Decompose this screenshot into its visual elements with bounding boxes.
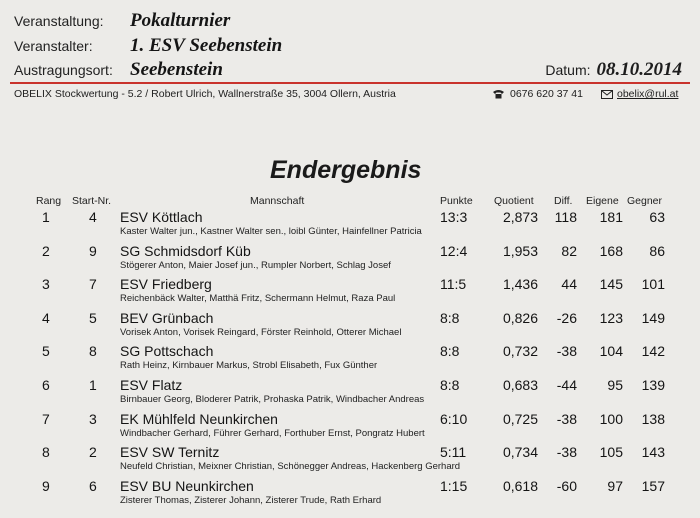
table-row	[0, 243, 700, 277]
col-rang: Rang	[36, 195, 62, 207]
team-players: Vorisek Anton, Vorisek Reingard, Förster Reinhold, Otterer Michael	[120, 326, 402, 338]
points-cell: 8:8	[440, 343, 460, 360]
rank-cell: 1	[42, 209, 50, 225]
difference-cell: -26	[556, 309, 577, 326]
start-number-cell: 8	[89, 343, 97, 360]
opponent-score-cell: 157	[641, 477, 665, 494]
team-name: ESV Flatz	[120, 377, 183, 393]
quotient-cell: 0,826	[502, 309, 538, 326]
organizer-name: 1. ESV Seebenstein	[130, 35, 283, 56]
table-row	[0, 310, 700, 344]
opponent-score-cell: 139	[641, 377, 665, 393]
phone-contact	[492, 88, 583, 100]
team-name: BEV Grünbach	[120, 309, 214, 326]
team-players: Windbacher Gerhard, Führer Gerhard, Forthuber Ernst, Pongratz Hubert	[120, 427, 425, 439]
own-score-cell: 105	[599, 444, 623, 461]
envelope-icon	[601, 90, 613, 99]
table-row	[0, 209, 700, 243]
telephone-icon	[492, 89, 505, 99]
col-diff: Diff.	[554, 195, 573, 207]
rank-cell: 7	[42, 410, 50, 427]
rank-cell: 2	[42, 242, 50, 259]
quotient-cell: 0,618	[502, 477, 538, 494]
venue-row	[14, 59, 223, 81]
difference-cell: -44	[556, 377, 577, 393]
points-cell: 11:5	[440, 276, 467, 293]
points-cell: 13:3	[440, 209, 468, 225]
team-name: EK Mühlfeld Neunkirchen	[120, 410, 278, 427]
software-info: OBELIX Stockwertung - 5.2 / Robert Ulrich, Wallnerstraße 35, 3004 Ollern, Austria	[14, 88, 396, 100]
col-start: Start-Nr.	[72, 195, 112, 207]
opponent-score-cell: 138	[641, 410, 665, 427]
difference-cell: 44	[561, 276, 577, 293]
points-cell: 1:15	[440, 477, 468, 494]
start-number-cell: 3	[89, 410, 97, 427]
rank-cell: 3	[42, 276, 50, 293]
table-row	[0, 411, 700, 445]
team-name: SG Pottschach	[120, 343, 214, 360]
quotient-cell: 0,683	[502, 377, 538, 393]
team-name: SG Schmidsdorf Küb	[120, 242, 251, 259]
date-block	[545, 59, 682, 81]
own-score-cell: 104	[599, 343, 623, 360]
team-name: ESV Köttlach	[120, 209, 203, 225]
rank-cell: 9	[42, 477, 50, 494]
col-team: Mannschaft	[250, 195, 305, 207]
own-score-cell: 97	[607, 477, 623, 494]
opponent-score-cell: 142	[641, 343, 665, 360]
opponent-score-cell: 63	[649, 209, 665, 225]
venue-name: Seebenstein	[130, 59, 223, 80]
quotient-cell: 0,725	[502, 410, 538, 427]
start-number-cell: 7	[89, 276, 97, 293]
page-title: Endergebnis	[270, 156, 422, 184]
col-points: Punkte	[440, 195, 473, 207]
start-number-cell: 5	[89, 309, 97, 326]
organizer-row	[14, 35, 282, 57]
own-score-cell: 168	[599, 242, 623, 259]
difference-cell: 82	[561, 242, 577, 259]
rank-cell: 5	[42, 343, 50, 360]
table-row	[0, 343, 700, 377]
quotient-cell: 2,873	[502, 209, 538, 225]
start-number-cell: 9	[89, 242, 97, 259]
opponent-score-cell: 101	[641, 276, 665, 293]
team-players: Zisterer Thomas, Zisterer Johann, Zisterer Trude, Rath Erhard	[120, 494, 382, 506]
col-own: Eigene	[586, 195, 619, 207]
points-cell: 6:10	[440, 410, 468, 427]
date-label: Datum:	[545, 62, 591, 78]
quotient-cell: 1,436	[502, 276, 538, 293]
own-score-cell: 123	[599, 309, 623, 326]
start-number-cell: 1	[89, 377, 97, 393]
table-row	[0, 478, 700, 512]
own-score-cell: 145	[599, 276, 623, 293]
start-number-cell: 6	[89, 477, 97, 494]
email-link[interactable]: obelix@rul.at	[617, 88, 679, 100]
rank-cell: 6	[42, 377, 50, 393]
rank-cell: 8	[42, 444, 50, 461]
points-cell: 8:8	[440, 309, 460, 326]
quotient-cell: 1,953	[502, 242, 538, 259]
points-cell: 8:8	[440, 377, 460, 393]
col-quotient: Quotient	[494, 195, 534, 207]
organizer-label: Veranstalter:	[14, 38, 93, 54]
date-value: 08.10.2014	[596, 59, 682, 80]
email-contact	[601, 88, 678, 100]
quotient-cell: 0,734	[502, 444, 538, 461]
difference-cell: -38	[556, 410, 577, 427]
team-players: Reichenbäck Walter, Matthä Fritz, Schermann Helmut, Raza Paul	[120, 293, 396, 305]
difference-cell: 118	[554, 209, 577, 225]
opponent-score-cell: 86	[649, 242, 665, 259]
team-players: Birnbauer Georg, Bloderer Patrik, Prohaska Patrik, Windbacher Andreas	[120, 394, 425, 405]
event-name: Pokalturnier	[130, 10, 231, 31]
own-score-cell: 95	[607, 377, 623, 393]
opponent-score-cell: 149	[641, 309, 665, 326]
start-number-cell: 2	[89, 444, 97, 461]
difference-cell: -60	[556, 477, 577, 494]
start-number-cell: 4	[89, 209, 97, 225]
team-name: ESV BU Neunkirchen	[120, 477, 254, 494]
table-row	[0, 276, 700, 310]
phone-number: 0676 620 37 41	[510, 88, 583, 100]
team-players: Kaster Walter jun., Kastner Walter sen., loibl Günter, Hainfellner Patricia	[120, 226, 422, 237]
event-row	[14, 10, 230, 32]
own-score-cell: 181	[599, 209, 623, 225]
opponent-score-cell: 143	[641, 444, 665, 461]
team-name: ESV Friedberg	[120, 276, 212, 293]
team-name: ESV SW Ternitz	[120, 444, 220, 461]
difference-cell: -38	[556, 444, 577, 461]
table-row	[0, 444, 700, 478]
quotient-cell: 0,732	[502, 343, 538, 360]
venue-label: Austragungsort:	[14, 62, 113, 78]
points-cell: 12:4	[440, 242, 468, 259]
header-divider	[10, 82, 690, 84]
team-players: Stögerer Anton, Maier Josef jun., Rumpler Norbert, Schlag Josef	[120, 259, 391, 271]
rank-cell: 4	[42, 309, 50, 326]
table-row	[0, 377, 700, 411]
team-players: Neufeld Christian, Meixner Christian, Schönegger Andreas, Hackenberg Gerhard	[120, 461, 461, 473]
event-label: Veranstaltung:	[14, 13, 104, 29]
points-cell: 5:11	[440, 444, 467, 461]
col-opponent: Gegner	[627, 195, 663, 207]
team-players: Rath Heinz, Kirnbauer Markus, Strobl Elisabeth, Fux Günther	[120, 360, 378, 372]
difference-cell: -38	[556, 343, 577, 360]
own-score-cell: 100	[599, 410, 623, 427]
